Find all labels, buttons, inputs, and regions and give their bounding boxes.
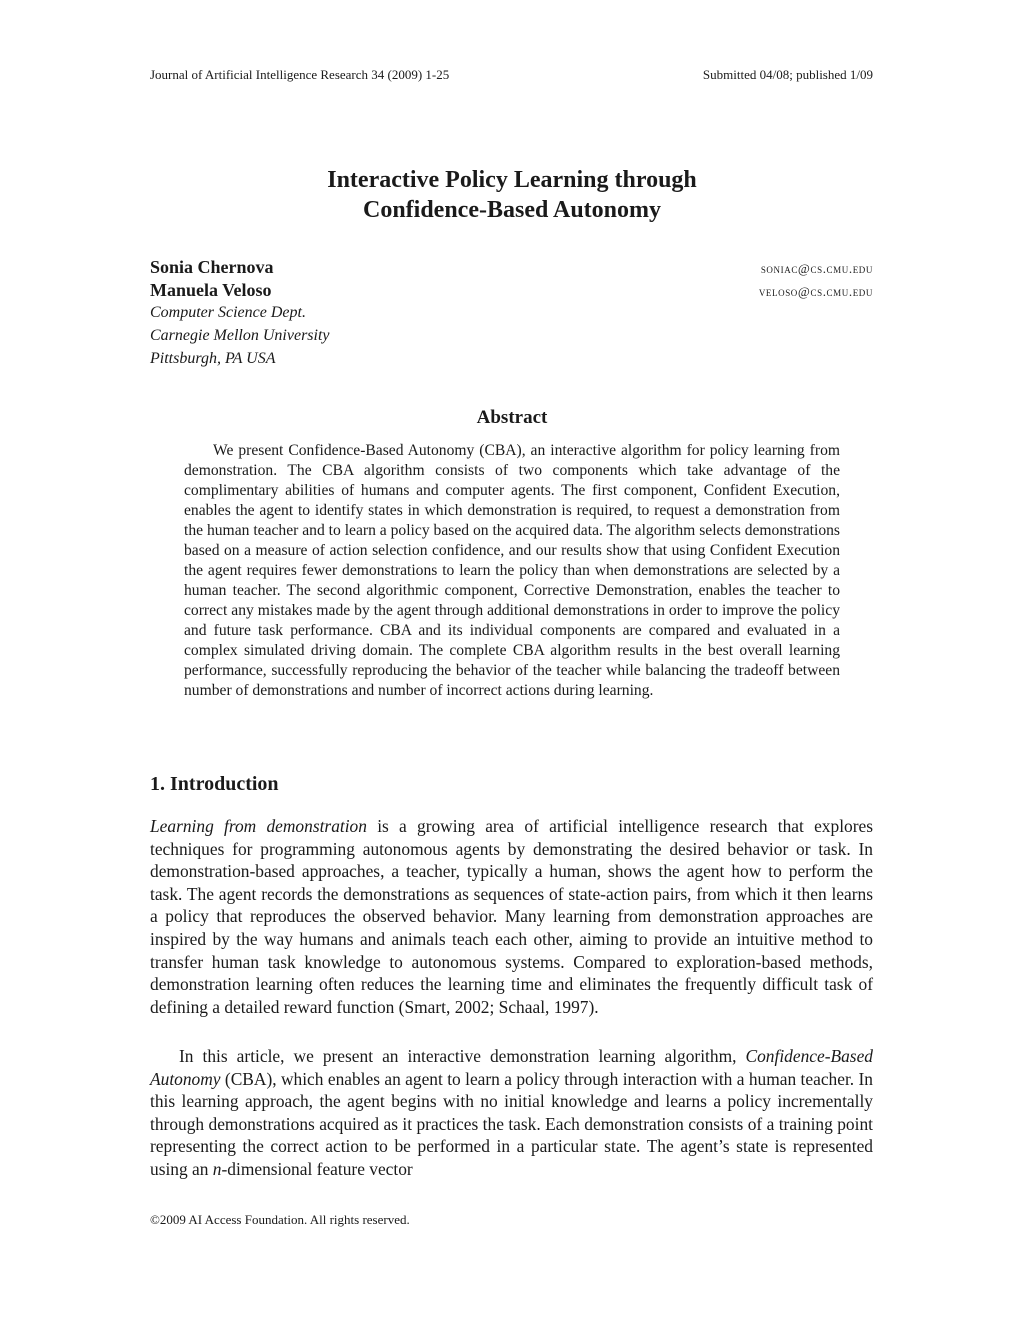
intro-paragraph-1 bbox=[150, 815, 873, 1018]
affiliation-university: Carnegie Mellon University bbox=[150, 327, 330, 344]
paragraph-text: -dimensional feature vector bbox=[221, 1158, 413, 1179]
author-name: Manuela Veloso bbox=[150, 280, 272, 300]
intro-paragraph-2 bbox=[150, 1045, 873, 1181]
author-email: veloso@cs.cmu.edu bbox=[758, 284, 873, 299]
copyright-notice: ©2009 AI Access Foundation. All rights reserved. bbox=[150, 1212, 410, 1227]
emphasis-term: Learning from demonstration bbox=[150, 816, 367, 836]
paragraph-text: (CBA), which enables an agent to learn a policy through interaction with a human teacher. In this learning approach, the agent begins with no initial knowledge and learns a policy incrementally through demonstrations acquired as it practices the task. Each demonstration consists of a training point representing the correct action to be performed in a particular state. The agent’s state is represented using an bbox=[150, 1068, 873, 1179]
math-variable: n bbox=[212, 1158, 222, 1179]
abstract-text: We present Confidence-Based Autonomy (CBA), an interactive algorithm for policy learning from demonstration. The CBA algorithm consists of two components which take advantage of the complimentary abilities of humans and computer agents. The first component, Confident Execution, enables the agent to identify states in which demonstration is required, to request a demonstration from the human teacher and to learn a policy based on the acquired data. The algorithm selects demonstrations based on a measure of action selection confidence, and our results show that using Confident Execution the agent requires fewer demonstrations to learn the policy than when demonstrations are selected by a human teacher. The second algorithmic component, Corrective Demonstration, enables the teacher to correct any mistakes made by the agent through additional demonstrations in order to improve the policy and future task performance. CBA and its individual components are compared and evaluated in a complex simulated driving domain. The complete CBA algorithm results in the best overall learning performance, successfully reproducing the behavior of the teacher while balancing the tradeoff between number of demonstrations and number of incorrect actions during learning. bbox=[184, 442, 840, 699]
author-name: Sonia Chernova bbox=[150, 257, 274, 277]
journal-header: Journal of Artificial Intelligence Research 34 (2009) 1-25 bbox=[150, 67, 450, 82]
affiliation-dept: Computer Science Dept. bbox=[150, 304, 306, 321]
emphasis-term: Confidence-Based Autonomy bbox=[150, 1046, 873, 1089]
paper-title-line-1: Interactive Policy Learning through bbox=[327, 167, 697, 193]
paper-title-line-2: Confidence-Based Autonomy bbox=[362, 197, 662, 223]
abstract-heading: Abstract bbox=[476, 407, 548, 428]
author-email: soniac@cs.cmu.edu bbox=[760, 261, 873, 276]
submission-dates: Submitted 04/08; published 1/09 bbox=[702, 67, 873, 82]
paragraph-text: is a growing area of artificial intelligence research that explores techniques for programming autonomous agents by demonstrating the desired behavior or task. In demonstration-based approaches, a teacher, typically a human, shows the agent how to perform the task. The agent records the demonstrations as sequences of state-action pairs, from which it then learns a policy that reproduces the observed behavior. Many learning from demonstration approaches are inspired by the way humans and animals teach each other, aiming to provide an intuitive method to transfer human task knowledge to autonomous systems. Compared to exploration-based methods, demonstration learning often reduces the learning time and eliminates the frequently difficult task of defining a detailed reward function (Smart, 2002; Schaal, 1997). bbox=[150, 816, 874, 1017]
paragraph-text: In this article, we present an interactive demonstration learning algorithm, bbox=[179, 1046, 746, 1066]
affiliation-location: Pittsburgh, PA USA bbox=[150, 350, 276, 367]
section-heading: 1. Introduction bbox=[150, 773, 279, 795]
